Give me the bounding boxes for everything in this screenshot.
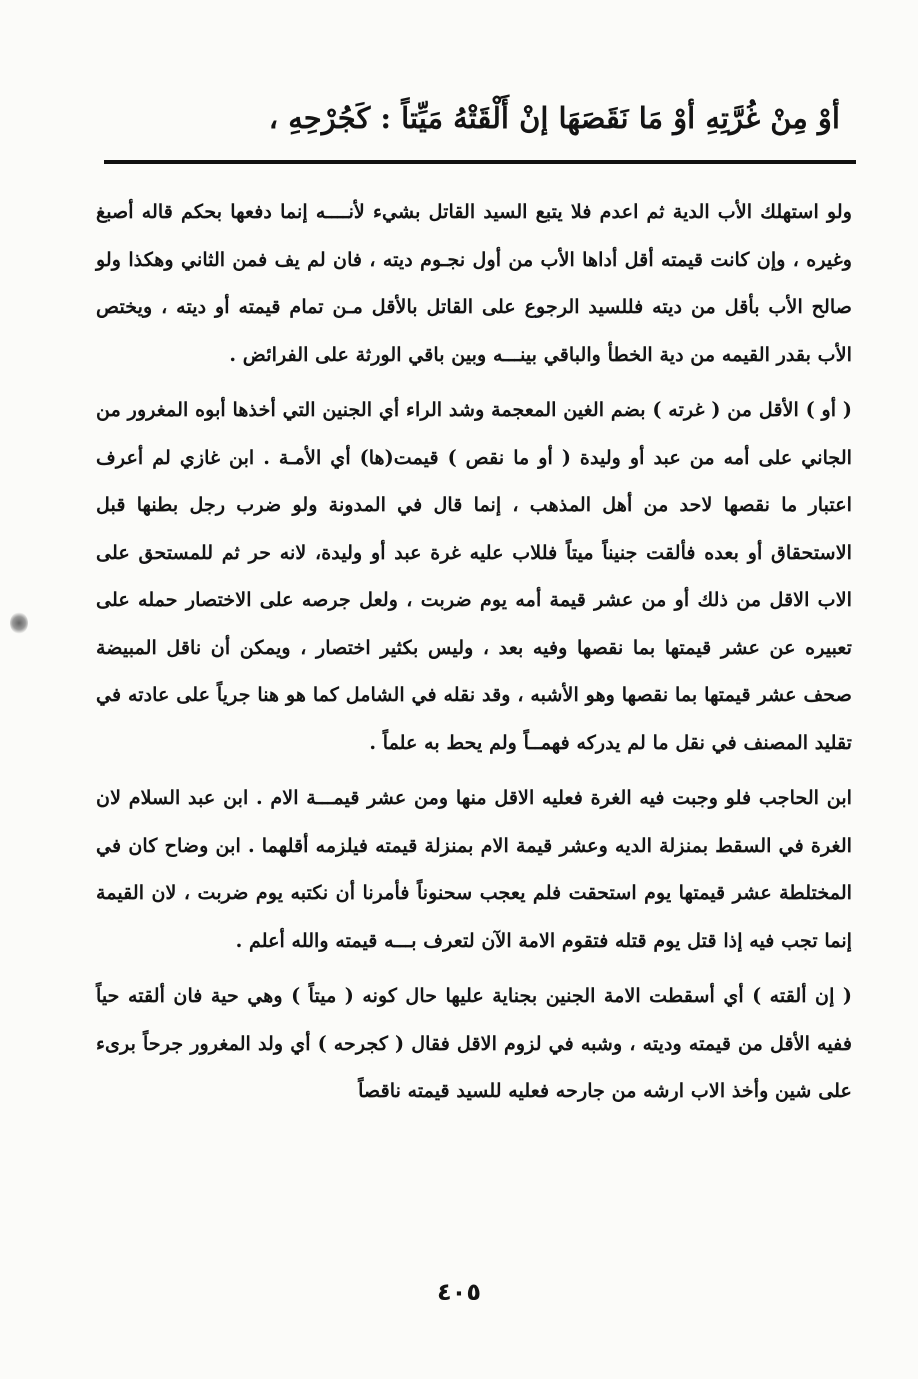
paragraph-1: ولو استهلك الأب الدية ثم اعدم فلا يتبع السيد القاتل بشيء لأنــــه إنما دفعها بحكم قاله أصبغ وغيره ، وإن كانت قيمته أقل أداها الأب من أول نجـوم ديته ، فان لم يف فمن الثاني وهكذا ولو صالح الأب بأقل من ديته فللسيد الرجوع على القاتل بالأقل مـن تمام قيمته أو ديته ، ويختص الأب بقدر القيمه من دية الخطأ والباقي بينـــه وبين باقي الورثة على الفرائض . [96,200,852,366]
margin-ink-spot [10,612,28,634]
header-rule [104,160,856,164]
body-text [96,188,852,1115]
paragraph-3: ابن الحاجب فلو وجبت فيه الغرة فعليه الاقل منها ومن عشر قيمـــة الام . ابن عبد السلام لان الغرة في السقط بمنزلة الديه وعشر قيمة الام بمنزلة قيمته فيلزمه أقلهما . ابن وضاح كان في المختلطة عشر قيمتها يوم استحقت فلم يعجب سحنوناً فأمرنا أن نكتبه يوم ضربت ، لان القيمة إنما تجب فيه إذا قتل يوم قتله فتقوم الامة الآن لتعرف بـــه قيمته والله أعلم . [96,786,852,952]
page-number: ٤٠٥ [437,1278,481,1306]
running-head: أوْ مِنْ غُرَّتِهِ أوْ مَا نَقَصَهَا إنْ أَلْقَتْهُ مَيِّتاً : كَجُرْحِهِ ، [268,101,840,135]
paragraph-4: ( إن ألقته ) أي أسقطت الامة الجنين بجناية عليها حال كونه ( ميتاً ) وهي حية فان ألقته حياً ففيه الأقل من قيمته وديته ، وشبه في لزوم الاقل فقال ( كجرحه ) أي ولد المغرور جرحاً برىء على شين وأخذ الاب ارشه من جارحه فعليه للسيد قيمته ناقصاً [96,984,852,1102]
paragraph-2: ( أو ) الأقل من ( غرته ) بضم الغين المعجمة وشد الراء أي الجنين التي أخذها أبوه المغرور من الجاني على أمه من عبد أو وليدة ( أو ما نقص ) قيمت(ها) أي الأمـة . ابن غازي لم أعرف اعتبار ما نقصها لاحد من أهل المذهب ، إنما قال في المدونة ولو ضرب رجل بطنها قبل الاستحقاق أو بعده فألقت جنيناً ميتاً فللاب عليه غرة عبد أو وليدة، لانه حر ثم للمستحق على الاب الاقل من ذلك أو من عشر قيمة أمه يوم ضربت ، ولعل جرصه على الاختصار حمله على تعبيره عن عشر قيمتها بما نقصها وفيه بعد ، وليس بكثير اختصار ، ويمكن أن ناقل المبيضة صحف عشر قيمتها بما نقصها وهو الأشبه ، وقد نقله في الشامل كما هو هنا جرياً على عادته في تقليد المصنف في نقل ما لم يدركه فهمــاً ولم يحط به علماً . [96,398,852,754]
